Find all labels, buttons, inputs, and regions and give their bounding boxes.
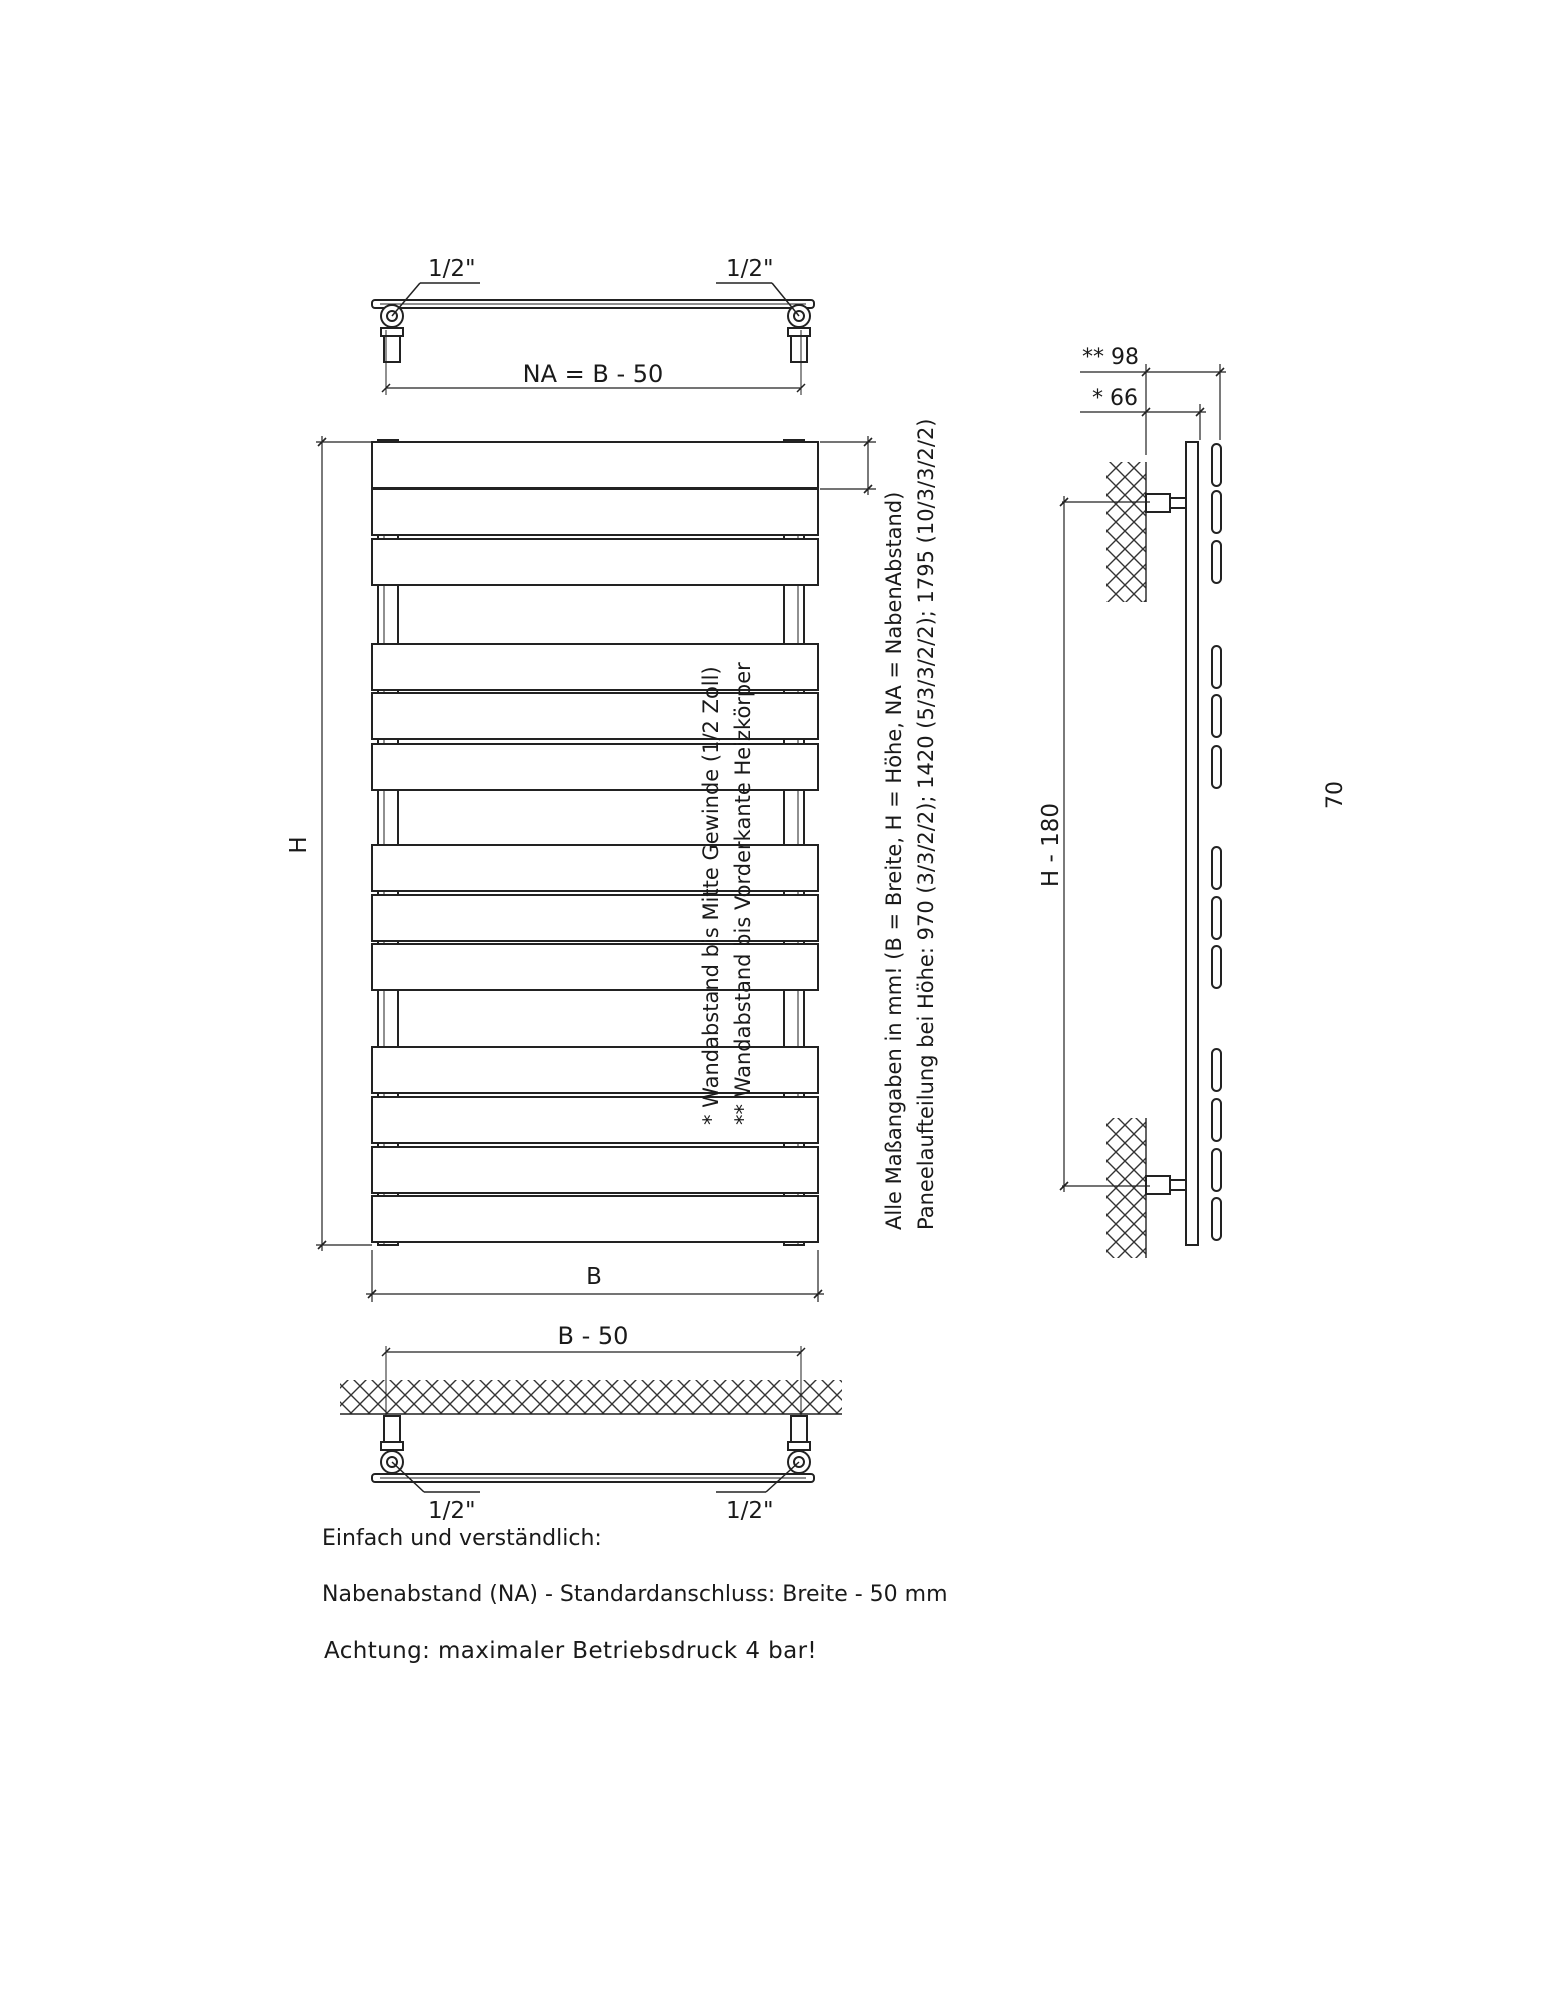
side-connector-bottom bbox=[1146, 1176, 1186, 1194]
note-hub-distance: Nabenabstand (NA) - Standardanschluss: Breite - 50 mm bbox=[322, 1582, 948, 1607]
side-panel-6 bbox=[1212, 746, 1221, 788]
note-pressure-warning: Achtung: maximaler Betriebsdruck 4 bar! bbox=[324, 1638, 818, 1664]
height-label: H bbox=[286, 836, 312, 854]
side-panel-3 bbox=[1212, 541, 1221, 583]
footnote-wall-to-thread: * Wandabstand bis Mitte Gewinde (1/2 Zoll) bbox=[699, 666, 723, 1125]
panel-12 bbox=[372, 1147, 818, 1193]
panel-distribution-note: Paneelaufteilung bei Höhe: 970 (3/3/2/2); 1420 (5/3/3/2/2); 1795 (10/3/3/2/2) bbox=[914, 418, 938, 1230]
footnote-wall-to-front: ** Wandabstand bis Vorderkante Heizkörper bbox=[731, 662, 755, 1125]
bottom-hub-distance-label: B - 50 bbox=[557, 1322, 629, 1350]
side-panel-13 bbox=[1212, 1198, 1221, 1240]
side-wall-hatch-top bbox=[1106, 462, 1146, 602]
connection-height-label: H - 180 bbox=[1038, 802, 1064, 888]
panel-2 bbox=[372, 489, 818, 535]
dimensions-note: Alle Maßangaben in mm! (B = Breite, H = Höhe, NA = NabenAbstand) bbox=[882, 491, 906, 1230]
panel-depth-label: 70 bbox=[1323, 781, 1348, 809]
side-panel-11 bbox=[1212, 1099, 1221, 1141]
top-thread-left-label: 1/2" bbox=[428, 256, 476, 282]
side-panel-10 bbox=[1212, 1049, 1221, 1091]
top-view-connector-left bbox=[381, 305, 403, 362]
side-panel-8 bbox=[1212, 897, 1221, 939]
side-panel-4 bbox=[1212, 646, 1221, 688]
side-wall-hatch-bottom bbox=[1106, 1118, 1146, 1258]
bottom-wall-hatch bbox=[340, 1380, 842, 1414]
side-connector-top bbox=[1146, 494, 1186, 512]
distance-front-label: ** 98 bbox=[1082, 345, 1139, 370]
bottom-view-connector-left bbox=[381, 1416, 403, 1473]
side-view-panels bbox=[1212, 444, 1221, 1240]
distance-center-label: * 66 bbox=[1092, 386, 1138, 411]
side-view-body bbox=[1186, 442, 1198, 1245]
panel-3 bbox=[372, 539, 818, 585]
bottom-view-connector-right bbox=[788, 1416, 810, 1473]
top-view-connector-right bbox=[788, 305, 810, 362]
width-label: B bbox=[586, 1264, 602, 1290]
note-intro: Einfach und verständlich: bbox=[322, 1526, 602, 1551]
side-panel-2 bbox=[1212, 491, 1221, 533]
top-thread-right-label: 1/2" bbox=[726, 256, 774, 282]
side-panel-7 bbox=[1212, 847, 1221, 889]
hub-distance-label: NA = B - 50 bbox=[522, 360, 664, 388]
side-panel-1 bbox=[1212, 444, 1221, 486]
side-view bbox=[1106, 442, 1221, 1258]
panel-1 bbox=[372, 442, 818, 488]
side-panel-9 bbox=[1212, 946, 1221, 988]
side-panel-5 bbox=[1212, 695, 1221, 737]
bottom-thread-right-label: 1/2" bbox=[726, 1498, 774, 1524]
side-panel-12 bbox=[1212, 1149, 1221, 1191]
bottom-thread-left-label: 1/2" bbox=[428, 1498, 476, 1524]
panel-13 bbox=[372, 1196, 818, 1242]
bottom-view bbox=[340, 1346, 842, 1492]
